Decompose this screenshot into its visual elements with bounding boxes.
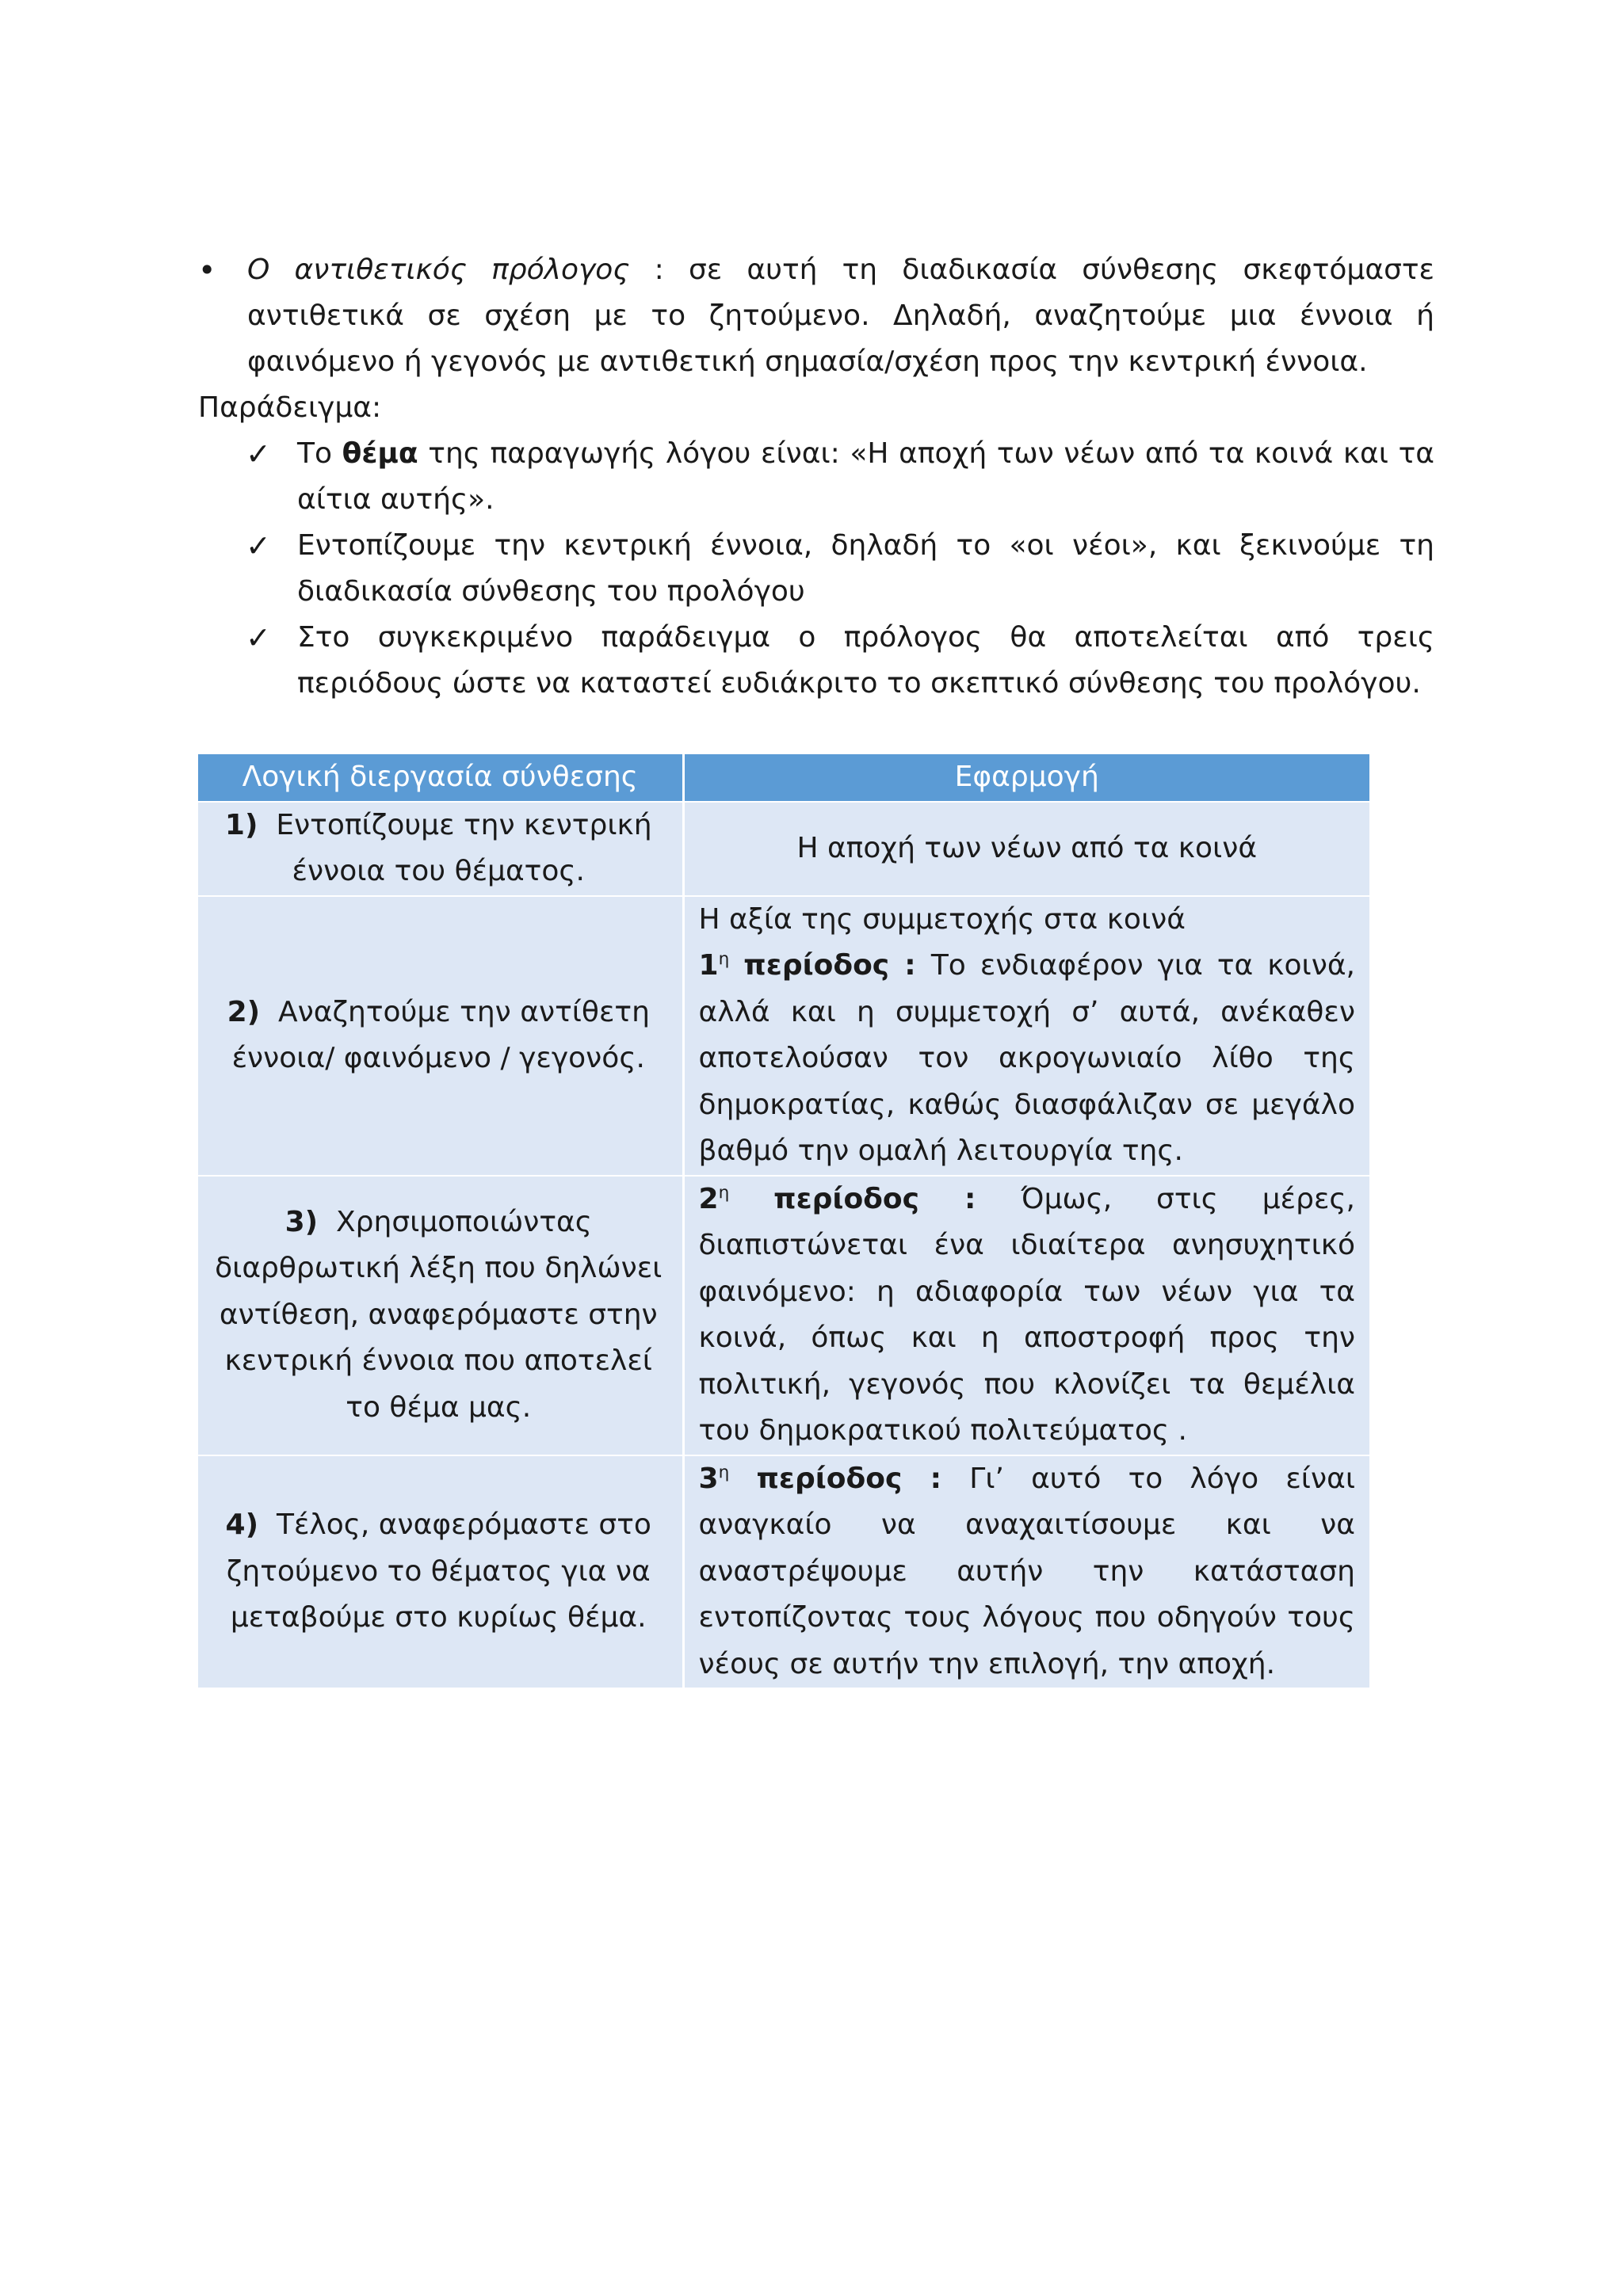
check3-text: Στο συγκεκριμένο παράδειγμα ο πρόλογος θα αποτελείται από τρεις περιόδους ώστε να καταστεί ευδιάκριτο το σκεπτικό σύνθεσης του προλόγου. <box>297 621 1434 700</box>
application-text: Η αποχή των νέων από τα κοινά <box>796 831 1258 864</box>
check2-text: Εντοπίζουμε την κεντρική έννοια, δηλαδή το «οι νέοι», και ξεκινούμε τη διαδικασία σύνθεσης του προλόγου <box>297 529 1434 608</box>
checkmark-icon: ✓ <box>246 620 271 655</box>
period-separator: : <box>889 949 931 982</box>
step-cell <box>198 802 683 896</box>
table-header-row <box>198 754 1369 802</box>
table-row <box>198 896 1369 1176</box>
check-item <box>198 523 1434 615</box>
application-cell <box>683 802 1369 896</box>
step-number: 4) <box>225 1508 259 1541</box>
checklist <box>198 431 1434 707</box>
application-cell <box>683 1176 1369 1455</box>
step-cell <box>198 1176 683 1455</box>
step-text: Αναζητούμε την αντίθετη έννοια/ φαινόμενο / γεγονός. <box>231 995 650 1074</box>
application-paragraph <box>699 1177 1356 1455</box>
check-item <box>198 615 1434 707</box>
application-paragraph <box>699 943 1356 1175</box>
checkmark-icon: ✓ <box>246 437 271 471</box>
step-cell <box>198 896 683 1176</box>
period-word: περίοδος <box>756 1462 903 1495</box>
step-text: Εντοπίζουμε την κεντρική έννοια του θέματος. <box>276 808 652 887</box>
check1-pre: Το <box>297 437 342 470</box>
intro-section <box>198 247 1434 707</box>
checkmark-icon: ✓ <box>246 528 271 563</box>
header-process: Λογική διεργασία σύνθεσης <box>198 754 683 802</box>
period-word: περίοδος <box>743 949 890 982</box>
application-text: Γι’ αυτό το λόγο είναι αναγκαίο να αναχαιτίσουμε και να αναστρέψουμε αυτήν την κατάσταση εντοπίζοντας τους λόγους που οδηγούν τους νέους σε αυτήν την επιλογή, την αποχή. <box>698 1462 1355 1680</box>
table-row <box>198 802 1369 896</box>
period-superscript: η <box>718 1462 730 1482</box>
period-superscript: η <box>718 1182 730 1203</box>
period-number: 1 <box>698 949 719 982</box>
period-number: 3 <box>698 1462 719 1495</box>
period-superscript: η <box>718 949 730 969</box>
check1-bold: θέμα <box>342 437 418 470</box>
bullet-icon: • <box>198 253 216 288</box>
bullet-item <box>198 247 1434 385</box>
header-application: Εφαρμογή <box>683 754 1369 802</box>
step-text: Τέλος, αναφερόμαστε στο ζητούμενο το θέματος για να μεταβούμε στο κυρίως θέμα. <box>226 1508 651 1634</box>
application-paragraph <box>699 1456 1356 1688</box>
table-row <box>198 1176 1369 1455</box>
step-text: Χρησιμοποιώντας διαρθρωτική λέξη που δηλώνει αντίθεση, αναφερόμαστε στην κεντρική έννοια που αποτελεί το θέμα μας. <box>215 1205 663 1424</box>
process-table <box>198 754 1369 1688</box>
application-cell <box>683 1455 1369 1688</box>
step-number: 1) <box>224 808 258 841</box>
period-separator: : <box>902 1462 970 1495</box>
period-number: 2 <box>698 1182 719 1215</box>
application-text: Όμως, στις μέρες, διαπιστώνεται ένα ιδιαίτερα ανησυχητικό φαινόμενο: η αδιαφορία των νέων για τα κοινά, όπως και η αποστροφή προς την πολιτική, γεγονός που κλονίζει τα θεμέλια του δημοκρατικού πολιτεύματος . <box>698 1182 1355 1447</box>
step-number: 3) <box>285 1205 319 1238</box>
period-word: περίοδος <box>773 1182 919 1215</box>
bullet-text: σε αυτή τη διαδικασία σύνθεσης σκεφτόμαστε αντιθετικά σε σχέση με το ζητούμενο. Δηλαδή, αναζητούμε μια έννοια ή φαινόμενο ή γεγονός με αντιθετική σημασία/σχέση προς την κεντρική έννοια. <box>247 254 1435 378</box>
bullet-title: Ο αντιθετικός πρόλογος <box>247 254 630 286</box>
table-row <box>198 1455 1369 1688</box>
application-heading: Η αξία της συμμετοχής στα κοινά <box>698 902 1186 936</box>
application-cell <box>683 896 1369 1176</box>
check-item <box>198 431 1434 523</box>
step-cell <box>198 1455 683 1688</box>
check1-post: της παραγωγής λόγου είναι: «Η αποχή των νέων από τα κοινά και τα αίτια αυτής». <box>297 437 1434 516</box>
period-separator: : <box>918 1182 1022 1215</box>
example-label: Παράδειγμα: <box>198 391 382 424</box>
bullet-separator: : <box>629 254 689 286</box>
step-number: 2) <box>227 995 261 1028</box>
application-text: Το ενδιαφέρον για τα κοινά, αλλά και η συμμετοχή σ’ αυτά, ανέκαθεν αποτελούσαν τον ακρογωνιαίο λίθο της δημοκρατίας, καθώς διασφάλιζαν σε μεγάλο βαθμό την ομαλή λειτουργία της. <box>698 949 1355 1167</box>
